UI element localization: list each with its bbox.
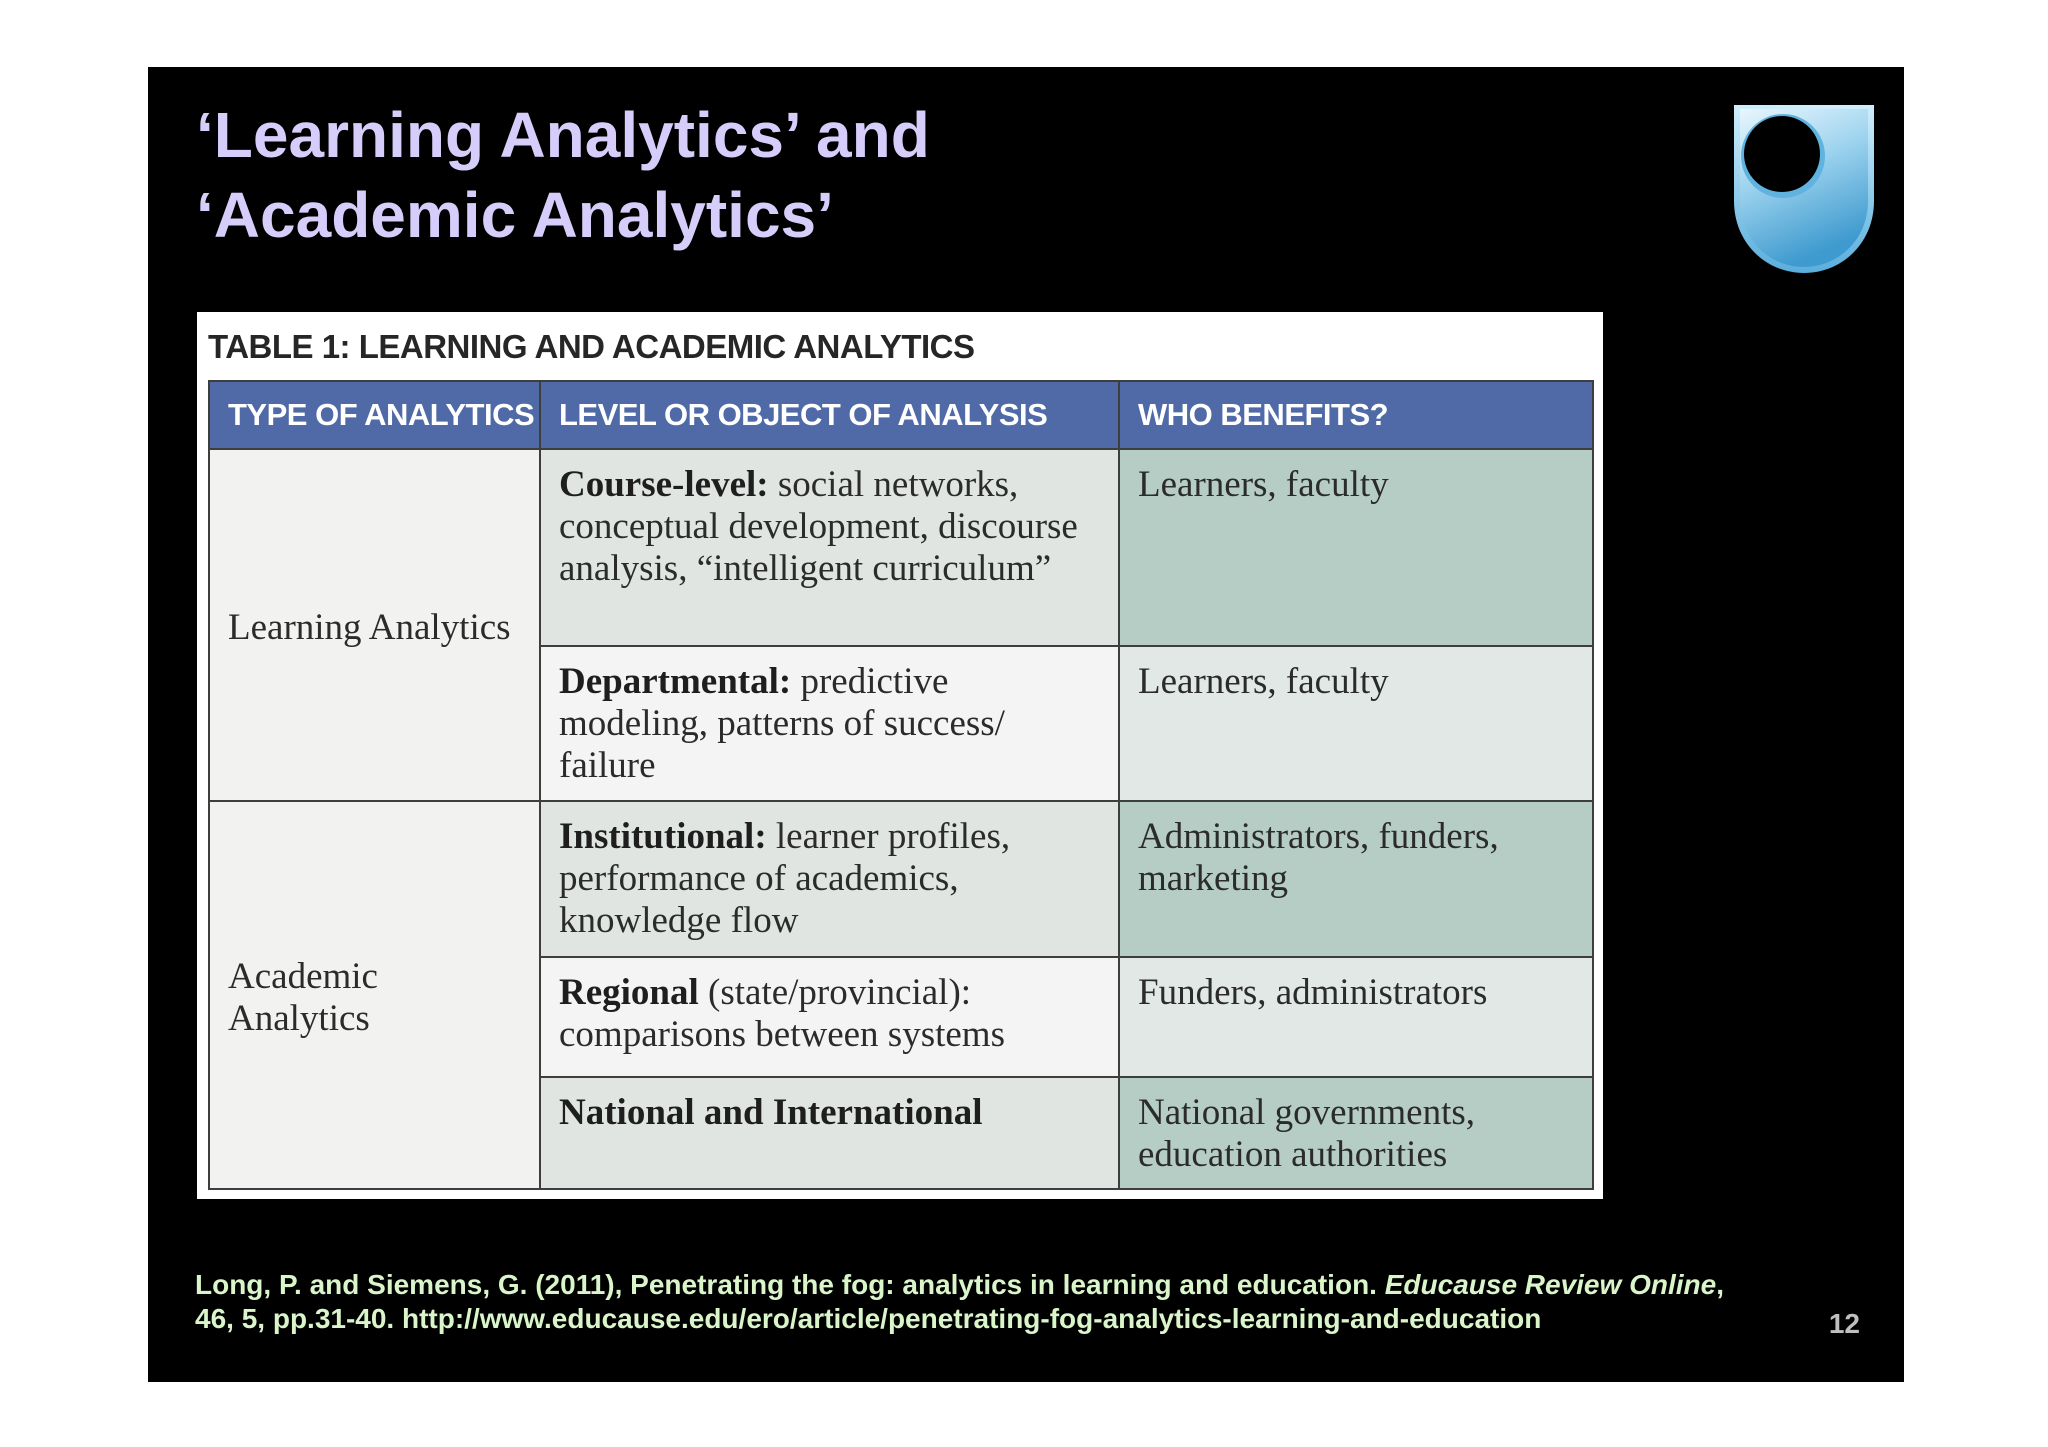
table-header-row — [209, 381, 1593, 449]
table-row — [209, 449, 1593, 646]
slide-title — [196, 95, 930, 255]
level-cell — [540, 449, 1119, 646]
who-benefits-cell: Learners, faculty — [1119, 646, 1593, 802]
header-type-of-analytics: TYPE OF ANALYTICS — [209, 381, 540, 449]
slide-title-line-2: ‘Academic Analytics’ — [196, 179, 834, 251]
level-term: Regional — [559, 972, 699, 1014]
citation-url-line: 46, 5, pp.31-40. http://www.educause.edu/ero/article/penetrating-fog-analytics-learning-and-education — [195, 1303, 1542, 1334]
table-caption: TABLE 1: LEARNING AND ACADEMIC ANALYTICS — [208, 328, 975, 365]
slide — [148, 67, 1904, 1382]
type-cell-learning-analytics: Learning Analytics — [209, 449, 540, 801]
type-cell-academic-analytics: Academic Analytics — [209, 801, 540, 1189]
who-benefits-cell: Funders, administrators — [1119, 957, 1593, 1076]
level-cell — [540, 957, 1119, 1076]
header-level-of-analysis: LEVEL OR OBJECT OF ANALYSIS — [540, 381, 1119, 449]
level-cell — [540, 801, 1119, 957]
page-number: 12 — [1828, 1308, 1860, 1339]
citation — [195, 1268, 1835, 1336]
level-term: National and International — [559, 1091, 983, 1133]
citation-journal: Educause Review Online — [1384, 1269, 1717, 1300]
header-who-benefits: WHO BENEFITS? — [1119, 381, 1593, 449]
level-term: Departmental: — [559, 660, 792, 702]
level-description: predictive modeling, patterns of success/ failure — [559, 660, 1005, 786]
slide-title-line-1: ‘Learning Analytics’ and — [196, 99, 930, 171]
analytics-table — [208, 380, 1594, 1190]
who-benefits-cell: National governments, education authorities — [1119, 1077, 1593, 1189]
open-university-logo-icon — [1730, 101, 1878, 277]
level-cell — [540, 1077, 1119, 1189]
level-description: learner profiles, performance of academics, knowledge flow — [559, 816, 1011, 942]
level-description: social networks, conceptual development, discourse analysis, “intelligent curriculum” — [559, 464, 1078, 589]
who-benefits-cell: Learners, faculty — [1119, 449, 1593, 646]
level-description: (state/provincial): comparisons between systems — [559, 972, 1005, 1056]
table-row — [209, 801, 1593, 957]
who-benefits-cell: Administrators, funders, marketing — [1119, 801, 1593, 957]
citation-text: Long, P. and Siemens, G. (2011), Penetrating the fog: analytics in learning and education. — [195, 1269, 1385, 1300]
level-term: Course-level: — [559, 464, 769, 505]
level-term: Institutional: — [559, 816, 767, 858]
table-figure — [197, 312, 1603, 1199]
citation-punctuation: , — [1716, 1269, 1724, 1300]
level-cell — [540, 646, 1119, 802]
